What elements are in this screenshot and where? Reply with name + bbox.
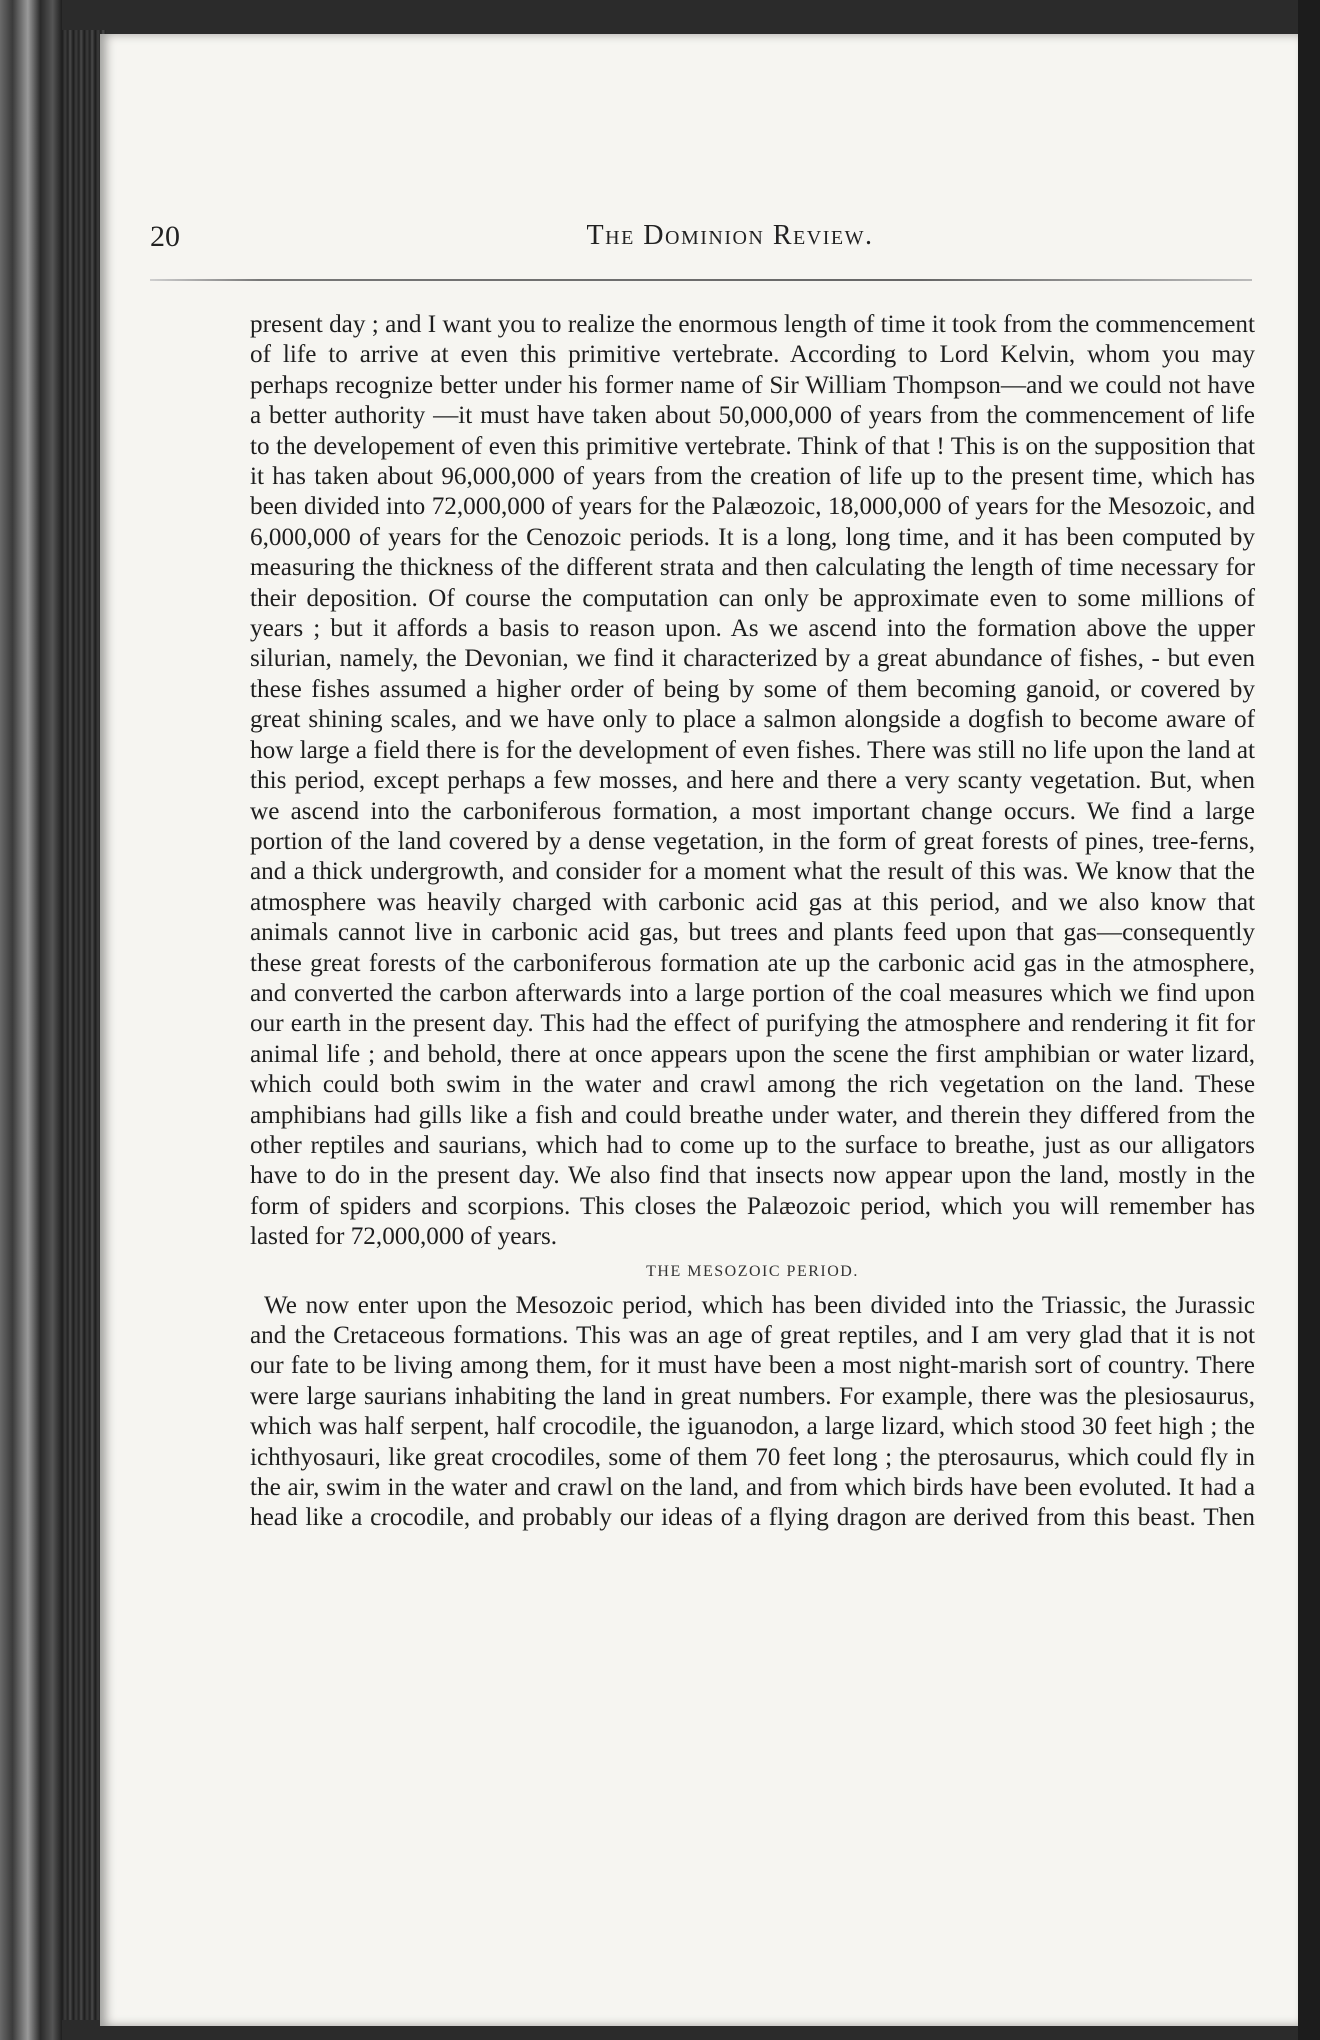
paragraph-mesozoic: We now enter upon the Mesozoic period, which has been divided into the Triassic, the Jurassic and the Cretaceous formations. This was an age of great reptiles, and I am very glad that it is not our fate to be living among them, for it must have been a most night-marish sort of country. There were large saurians inhabiting the land in great numbers. For example, there was the plesiosaurus, which was half serpent, half crocodile, the iguanodon, a large lizard, which stood 30 feet high ; the ichthyosauri, like great crocodiles, some of them 70 feet long ; the pterosaurus, which could fly in the air, swim in the water and crawl on the land, and from which birds have been evoluted. It had a head like a crocodile, and probably our ideas of a flying dragon are derived from this beast. Then [250,1291,1255,1532]
book-edge-right [1298,0,1320,2040]
running-title: The Dominion Review. [586,220,874,251]
article-body [250,310,1255,1534]
section-heading-mesozoic: THE MESOZOIC PERIOD. [646,1262,859,1280]
header-rule [150,279,1252,281]
page-header [150,220,1270,270]
page-number: 20 [150,220,180,253]
book-edge-left [0,0,62,2040]
paragraph-carboniferous: present day ; and I want you to realize the enormous length of time it took from the commencement of life to arrive at even this primitive vertebrate. According to Lord Kelvin, whom you may perhaps recognize better under his former name of Sir William Thompson—and we could not have a better authority —it must have taken about 50,000,000 of years from the commencement of life to the developement of even this primitive vertebrate. Think of that ! This is on the supposition that it has taken about 96,000,000 of years from the creation of life up to the present time, which has been divided into 72,000,000 of years for the Palæozoic, 18,000,000 of years for the Mesozoic, and 6,000,000 of years for the Cenozoic periods. It is a long, long time, and it has been computed by measuring the thickness of the different strata and then calculating the length of time necessary for their deposition. Of course the computation can only be approximate even to some millions of years ; but it affords a basis to reason upon. As we ascend into the formation above the upper silurian, namely, the Devonian, we find it characterized by a great abundance of fishes, - but even these fishes assumed a higher order of being by some of them becoming ganoid, or covered by great shining scales, and we have only to place a salmon alongside a dogfish to become aware of how large a field there is for the development of even fishes. There was still no life upon the land at this period, except perhaps a few mosses, and here and there a very scanty vegetation. But, when we ascend into the carboniferous formation, a most important change occurs. We find a large portion of the land covered by a dense vegetation, in the form of great forests of pines, tree-ferns, and a thick undergrowth, and consider for a moment what the result of this was. We know that the atmosphere was heavily charged with carbonic acid gas at this period, and we also know that animals cannot live in carbonic acid gas, but trees and plants feed upon that gas—consequently these great forests of the carboniferous formation ate up the carbonic acid gas in the atmosphere, and converted the carbon afterwards into a large portion of the coal measures which we find upon our earth in the present day. This had the effect of purifying the atmosphere and rendering it fit for animal life ; and behold, there at once appears upon the scene the first amphibian or water lizard, which could both swim in the water and crawl among the rich vegetation on the land. These amphibians had gills like a fish and could breathe under water, and therein they differed from the other reptiles and saurians, which had to come up to the surface to breathe, just as our alligators have to do in the present day. We also find that insects now appear upon the land, mostly in the form of spiders and scorpions. This closes the Palæozoic period, which you will remember has lasted for 72,000,000 of years. [250,311,1255,1251]
